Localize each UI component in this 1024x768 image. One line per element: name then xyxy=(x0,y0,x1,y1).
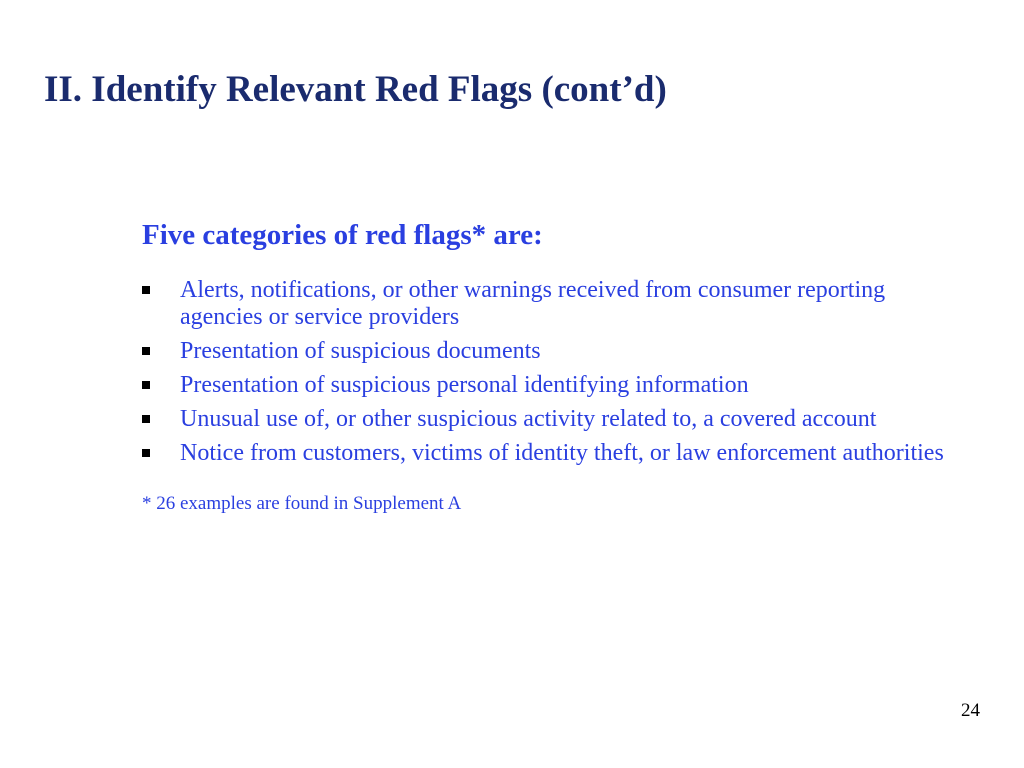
square-bullet-icon xyxy=(142,286,150,294)
list-item xyxy=(142,277,972,331)
intro-heading: Five categories of red flags* are: xyxy=(142,219,543,251)
square-bullet-icon xyxy=(142,347,150,355)
list-item xyxy=(142,338,972,365)
list-item-text: Notice from customers, victims of identity theft, or law enforcement authorities xyxy=(180,439,944,466)
page-number: 24 xyxy=(961,700,980,721)
red-flag-categories-list xyxy=(142,277,972,467)
list-item-text: Presentation of suspicious personal identifying information xyxy=(180,371,749,398)
slide-title: II. Identify Relevant Red Flags (cont’d) xyxy=(44,69,667,110)
list-item xyxy=(142,372,972,399)
list-item xyxy=(142,406,972,433)
list-item xyxy=(142,440,972,467)
list-item-text: Unusual use of, or other suspicious activity related to, a covered account xyxy=(180,405,877,432)
list-item-text: Presentation of suspicious documents xyxy=(180,337,541,364)
square-bullet-icon xyxy=(142,449,150,457)
slide-content xyxy=(142,218,972,516)
square-bullet-icon xyxy=(142,381,150,389)
footnote: * 26 examples are found in Supplement A xyxy=(142,492,462,514)
square-bullet-icon xyxy=(142,415,150,423)
list-item-text: Alerts, notifications, or other warnings received from consumer reporting agencies or service providers xyxy=(180,276,886,330)
